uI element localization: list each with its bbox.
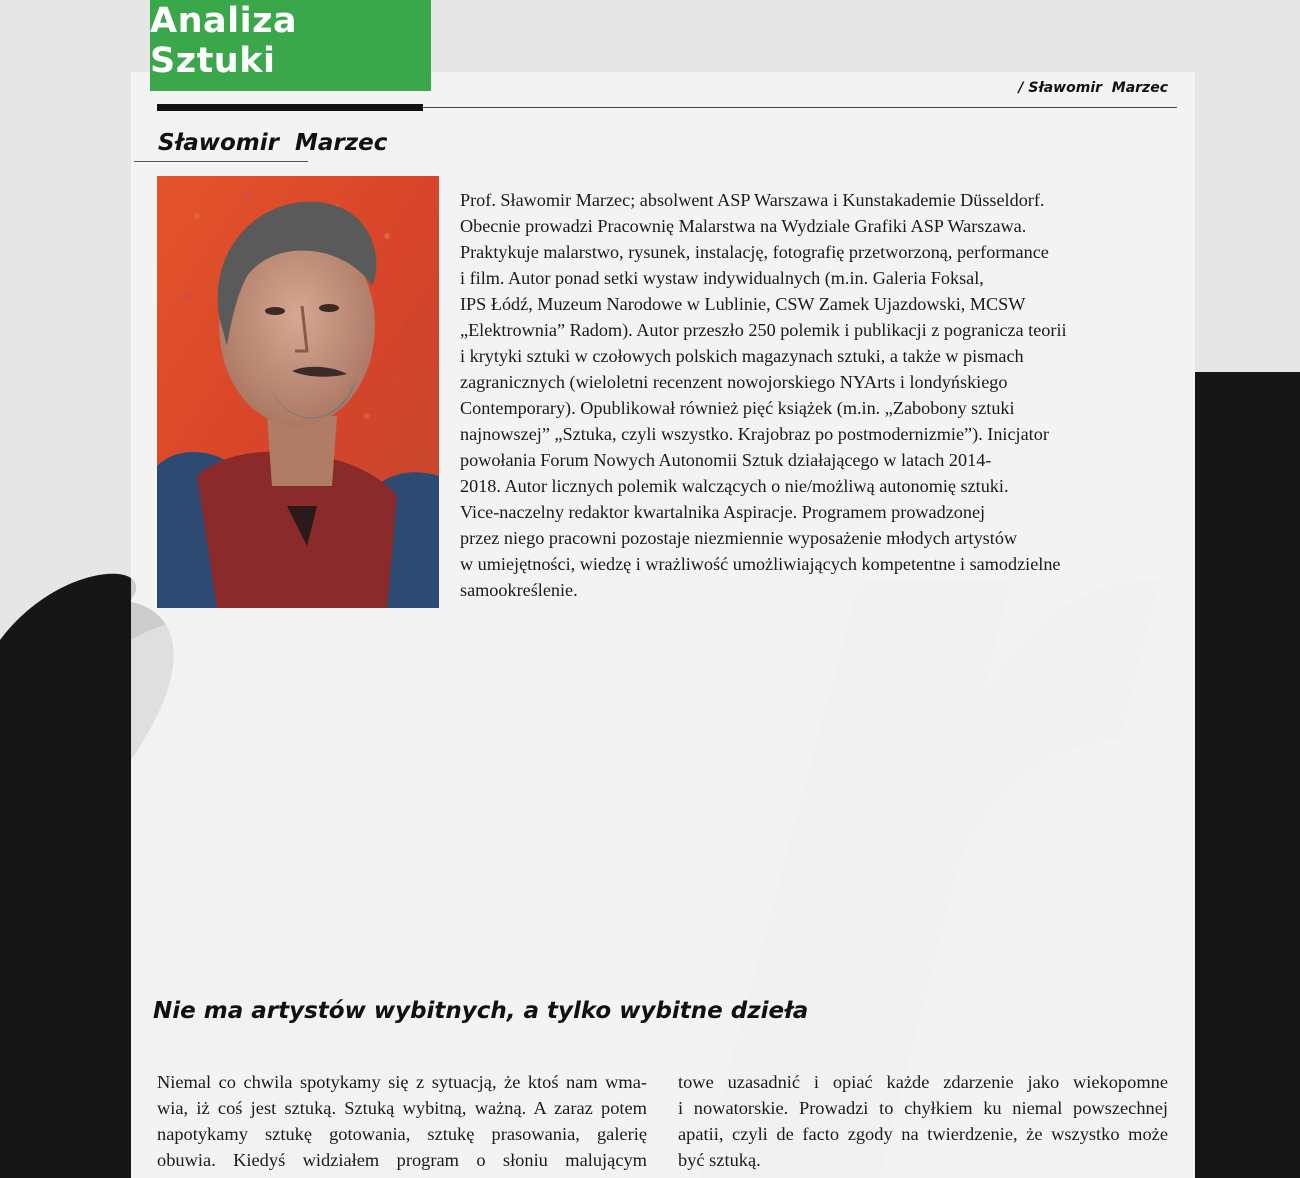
bio-line: i krytyki sztuki w czołowych polskich magazynach sztuki, a także w pismach	[460, 346, 1024, 366]
article-line: towe uzasadnić i opiać każde zdarzenie jako wiekopomne	[678, 1072, 1168, 1092]
article-line: obuwia. Kiedyś widziałem program o słoniu malującym	[157, 1150, 647, 1170]
header-rule-thin	[423, 107, 1177, 108]
article-line: być sztuką.	[678, 1150, 761, 1170]
bio-line: samookreślenie.	[460, 580, 578, 600]
article-line: Niemal co chwila spotykamy się z sytuacją, że ktoś nam wma-	[157, 1072, 647, 1092]
article-column-left	[157, 1069, 647, 1173]
article-line: i nowatorskie. Prowadzi to chyłkiem ku niemal powszechnej	[678, 1098, 1168, 1118]
author-underline	[134, 161, 308, 162]
running-head: / Sławomir Marzec	[1018, 80, 1168, 96]
article-line: wia, iż coś jest sztuką. Sztuką wybitną, ważną. A zaraz potem	[157, 1098, 647, 1118]
bio-line: Prof. Sławomir Marzec; absolwent ASP Warszawa i Kunstakademie Düsseldorf.	[460, 190, 1045, 210]
section-title: Analiza Sztuki	[150, 1, 298, 81]
article-column-right	[678, 1069, 1168, 1173]
bio-line: w umiejętności, wiedzę i wrażliwość umożliwiających kompetentne i samodzielne	[460, 554, 1061, 574]
bio-line: przez niego pracowni pozostaje niezmiennie wyposażenie młodych artystów	[460, 528, 1018, 548]
header-rule-thick	[157, 104, 423, 111]
article-title: Nie ma artystów wybitnych, a tylko wybitne dzieła	[153, 998, 809, 1024]
article-line: napotykamy sztukę gotowania, sztukę prasowania, galerię	[157, 1124, 647, 1144]
bio-line: „Elektrownia” Radom). Autor przeszło 250 polemik i publikacji z pogranicza teorii	[460, 320, 1067, 340]
bio-line: Vice-naczelny redaktor kwartalnika Aspiracje. Programem prowadzonej	[460, 502, 986, 522]
article-line: apatii, czyli de facto zgody na twierdzenie, że wszystko może	[678, 1124, 1168, 1144]
bio-line: zagranicznych (wieloletni recenzent nowojorskiego NYArts i londyńskiego	[460, 372, 1008, 392]
section-badge	[150, 0, 431, 91]
author-name: Sławomir Marzec	[158, 130, 388, 156]
bio-line: Obecnie prowadzi Pracownię Malarstwa na Wydziale Grafiki ASP Warszawa.	[460, 216, 1027, 236]
bio-line: Praktykuje malarstwo, rysunek, instalację, fotografię przetworzoną, performance	[460, 242, 1049, 262]
bio-line: Contemporary). Opublikował również pięć książek (m.in. „Zabobony sztuki	[460, 398, 1015, 418]
author-bio	[460, 187, 1150, 603]
bio-line: powołania Forum Nowych Autonomii Sztuk działającego w latach 2014-	[460, 450, 992, 470]
bio-line: IPS Łódź, Muzeum Narodowe w Lublinie, CSW Zamek Ujazdowski, MCSW	[460, 294, 1026, 314]
author-portrait	[157, 176, 439, 608]
bio-line: i film. Autor ponad setki wystaw indywidualnych (m.in. Galeria Foksal,	[460, 268, 984, 288]
bio-line: 2018. Autor licznych polemik walczących o nie/możliwą autonomię sztuki.	[460, 476, 1009, 496]
bio-line: najnowszej” „Sztuka, czyli wszystko. Krajobraz po postmodernizmie”). Inicjator	[460, 424, 1049, 444]
